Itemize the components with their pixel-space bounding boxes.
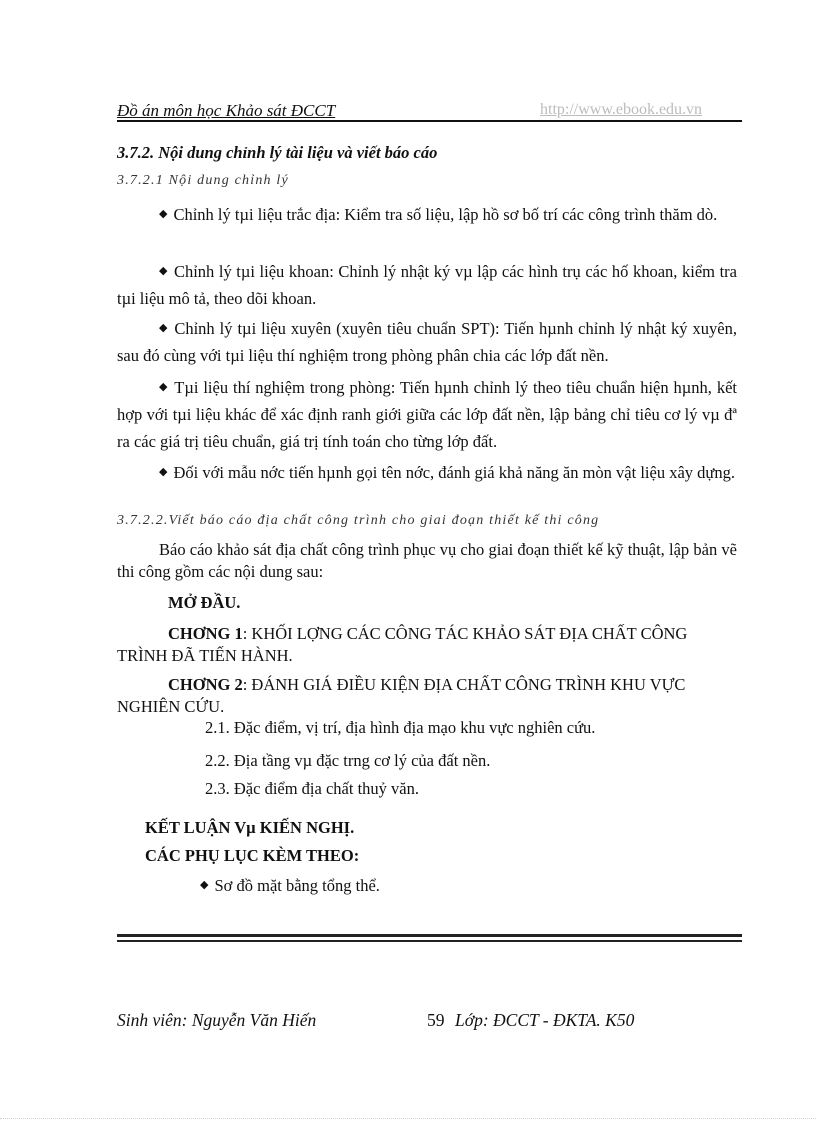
bullet-text: Đối với mẫu nớc tiến hµnh gọi tên nớc, đánh giá khả năng ăn mòn vật liệu xây dựng. bbox=[173, 463, 735, 482]
diamond-bullet-icon: ◆ bbox=[159, 381, 169, 393]
footer-divider-thick bbox=[117, 934, 742, 937]
diamond-bullet-icon: ◆ bbox=[200, 879, 209, 891]
bullet-text: Chỉnh lý tµi liệu khoan: Chỉnh lý nhật ký vµ lập các hình trụ các hố khoan, kiểm tra tµi liệu mô tả, theo dõi khoan. bbox=[117, 262, 737, 308]
header-url-link[interactable]: http://www.ebook.edu.vn bbox=[540, 101, 703, 118]
chapter-2-item: 2.3. Đặc điểm địa chất thuỷ văn. bbox=[205, 779, 419, 798]
diamond-bullet-icon: ◆ bbox=[159, 265, 168, 277]
intro-heading: MỞ ĐẦU. bbox=[168, 593, 241, 612]
footer-student: Sinh viên: Nguyễn Văn Hiến bbox=[117, 1010, 317, 1030]
appendix-heading: CÁC PHỤ LỤC KÈM THEO: bbox=[145, 846, 360, 865]
chapter-2-label: CHƠNG 2 bbox=[168, 675, 243, 694]
footer-page-number: 59 bbox=[427, 1010, 445, 1030]
appendix-item bbox=[200, 876, 380, 896]
header-document-title: Đồ án môn học Khảo sát ĐCCT bbox=[117, 101, 336, 120]
subsection-title-2: 3.7.2.2.Viết báo cáo địa chất công trình cho giai đoạn thiết kế thi công bbox=[117, 513, 600, 528]
footer-divider-thin bbox=[117, 940, 742, 942]
conclusion-heading: KẾT LUẬN Vµ KIẾN NGHỊ. bbox=[145, 818, 355, 837]
bullet-text: Tµi liệu thí nghiệm trong phòng: Tiến hµnh chỉnh lý theo tiêu chuẩn hiện hµnh, kết hợp với tµi liệu khác để xác định ranh giới giữa các lớp đất nền, lập bảng chỉ tiêu cơ lý vµ đª ra các giá trị tiêu chuẩn, giá trị tính toán cho từng lớp đất. bbox=[117, 378, 737, 451]
chapter-2-item: 2.2. Địa tầng vµ đặc trng cơ lý của đất nền. bbox=[205, 751, 491, 770]
section-title: 3.7.2. Nội dung chỉnh lý tài liệu và viết báo cáo bbox=[117, 143, 438, 162]
chapter-2-item: 2.1. Đặc điểm, vị trí, địa hình địa mạo khu vực nghiên cứu. bbox=[205, 718, 596, 737]
bottom-dotted-line bbox=[0, 1118, 816, 1120]
appendix-item-text: Sơ đồ mặt bằng tổng thể. bbox=[214, 876, 380, 895]
bullet-paragraph bbox=[117, 374, 737, 455]
chapter-1 bbox=[117, 623, 737, 667]
bullet-paragraph bbox=[117, 201, 737, 228]
chapter-2 bbox=[117, 674, 737, 718]
chapter-1-label: CHƠNG 1 bbox=[168, 624, 243, 643]
bullet-text: Chỉnh lý tµi liệu trắc địa: Kiểm tra số liệu, lập hồ sơ bố trí các công trình thăm dò. bbox=[173, 205, 718, 224]
bullet-paragraph bbox=[117, 258, 737, 312]
chapter-1-text: : KHỐI LỢNG CÁC CÔNG TÁC KHẢO SÁT ĐỊA CHẤT CÔNG TRÌNH ĐÃ TIẾN HÀNH. bbox=[117, 624, 688, 665]
bullet-paragraph bbox=[117, 459, 737, 486]
subsection-title-1: 3.7.2.1 Nội dung chỉnh lý bbox=[117, 173, 289, 188]
footer-class: Lớp: ĐCCT - ĐKTA. K50 bbox=[455, 1010, 635, 1030]
diamond-bullet-icon: ◆ bbox=[159, 208, 168, 220]
diamond-bullet-icon: ◆ bbox=[159, 466, 168, 478]
bullet-text: Chỉnh lý tµi liệu xuyên (xuyên tiêu chuẩn SPT): Tiến hµnh chỉnh lý nhật ký xuyên, sau đó cùng với tµi liệu thí nghiệm trong phòng phân chia các lớp đất nền. bbox=[117, 319, 737, 365]
chapter-2-text: : ĐÁNH GIÁ ĐIỀU KIỆN ĐỊA CHẤT CÔNG TRÌNH KHU VỰC NGHIÊN CỨU. bbox=[117, 675, 686, 716]
bullet-paragraph bbox=[117, 315, 737, 369]
header-divider bbox=[117, 120, 742, 122]
diamond-bullet-icon: ◆ bbox=[159, 322, 169, 334]
report-intro: Báo cáo khảo sát địa chất công trình phục vụ cho giai đoạn thiết kế kỹ thuật, lập bản vẽ thi công gồm các nội dung sau: bbox=[117, 540, 737, 581]
